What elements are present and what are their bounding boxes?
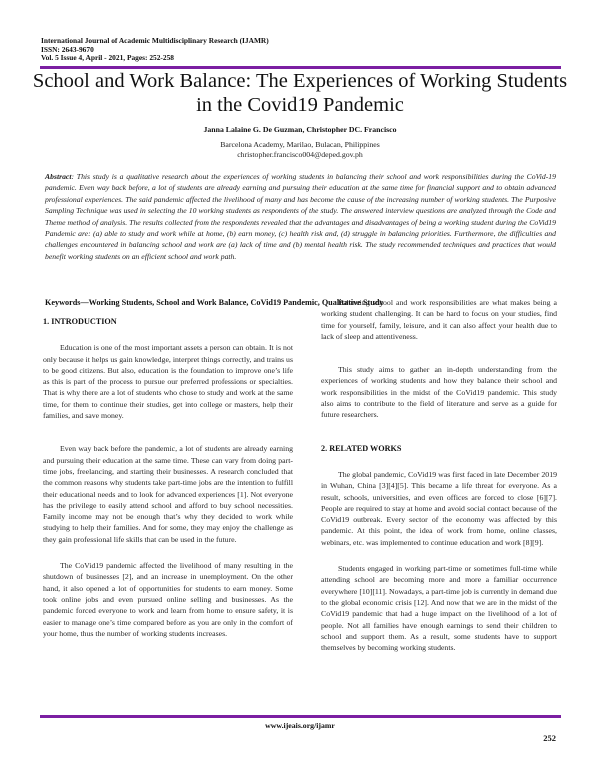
paragraph: The CoVid19 pandemic affected the livelihood of many resulting in the shutdown of businesses [2], and an increase in unemployment. On the other hand, it also opened a lot of opportunities for students to earn money. Some took online jobs and even pursued online selling and businesses. As the pandemic forced everyone to work and learn from home to ensure safety, it is easier to manage one’s time compared before as you are only in the comfort of your home, thus the number of working students increases. <box>43 561 293 638</box>
footer-divider <box>40 715 561 718</box>
journal-header <box>41 37 269 63</box>
section-heading-related-works: 2. RELATED WORKS <box>321 443 402 453</box>
journal-volume: Vol. 5 Issue 4, April - 2021, Pages: 252-258 <box>41 53 174 63</box>
keywords: Keywords—Working Students, School and Work Balance, CoVid19 Pandemic, Qualitative Study <box>45 298 384 307</box>
section-heading-introduction: 1. INTRODUCTION <box>43 317 117 326</box>
footer-url-link[interactable]: www.ijeais.org/ijamr <box>265 721 335 730</box>
abstract-text: : This study is a qualitative research about the experiences of working students in balancing their school and work responsibilities during the CoVid-19 pandemic. Even way back before, a lot of students are already earning and pursuing their education at the same time for financial support and to obtain advanced professional experiences. The said pandemic affected the livelihood of many and has become the cause of the increasing number of working students. The Purposive Sampling Technique was used in selecting the 10 working students as respondents of the study. The answered interview questions are analyzed through the Code and Theme method of analysis. The results collected from the respondents revealed that the advantages and disadvantages of being a working student during the CoVid19 Pandemic are: (a) able to study and work while at home, (b) earn money, (c) health risk and, (d) struggle in balancing priorities. Furthermore, the difficulties and challenges encountered in balancing school and work are (a) lack of time and (b) mental health risk. The study recommended techniques and practices that would benefit working students on an efficient school and work path. <box>45 172 556 261</box>
paragraph: Students engaged in working part-time or sometimes full-time while attending school are becoming more and more a familiar occurrence everywhere [10][11]. Nowadays, a part-time job is currently in demand due to the global economic crisis [12]. And now that we are in the midst of the CoVid19 pandemic that had a huge impact on the livelihood of a lot of people. Not all families have enough earnings to send their children to school and support them. As a result, some students have to support themselves by becoming working students. <box>321 564 557 653</box>
paragraph: Balancing school and work responsibilities are what makes being a working student challenging. It can be hard to focus on your studies, find time for yourself, family, leisure, and it can also affect your health due to lack of sleep and attentiveness. <box>321 298 557 341</box>
journal-issn: ISSN: 2643-9670 <box>41 44 94 54</box>
title-line-2: in the Covid19 Pandemic <box>196 94 404 116</box>
paper-title <box>30 69 570 117</box>
left-column <box>43 316 293 639</box>
affiliation-text: Barcelona Academy, Marilao, Bulacan, Philippines <box>220 140 380 149</box>
right-column <box>321 297 557 653</box>
paper-authors: Janna Lalaine G. De Guzman, Christopher DC. Francisco <box>203 125 397 134</box>
author-email: christopher.francisco004@deped.gov.ph <box>237 150 363 159</box>
paragraph: Education is one of the most important assets a person can obtain. It is not only because it helps us gain knowledge, interpret things correctly, and trains us to be good citizens. But also, education is the foundation to improve one’s life as this is part of the process to pursue our preferred professions or specialties. That is why there are a lot of students who chose to study and work at the same time, for them to continue their studies, get into college or masters, help their families, and save money. <box>43 343 293 421</box>
journal-name: International Journal of Academic Multidisciplinary Research (IJAMR) <box>41 36 269 45</box>
abstract <box>45 171 556 262</box>
abstract-label: Abstract <box>45 172 72 181</box>
author-affiliation <box>0 140 600 160</box>
page-number: 252 <box>543 733 556 743</box>
paragraph: The global pandemic, CoVid19 was first faced in late December 2019 in Wuhan, China [3][4][5]. This became a life threat for everyone. As a result, schools, universities, and even offices are forced to close [6][7]. People are required to stay at home and avoid social contact because of the CoVid19 outbreak. Every sector of the economy was affected by this pandemic. At this point, the idea of work from home, online classes, webinars, etc. was implemented to continue education and work [8][9]. <box>321 469 557 547</box>
paragraph: Even way back before the pandemic, a lot of students are already earning and pursuing their education at the same time. These can vary from doing part-time jobs, freelancing, and starting their businesses. A research concluded that the common reasons why students take part-time jobs are the intention to fulfill their educational needs and to look for advanced experiences [1]. Not everyone has the privilege to easily attend school and afford to buy school necessities. Family income may not be enough that’s why they decided to work while studying to help their families. And for some, they may enjoy the challenge as they gain professional life skills that can be used in the future. <box>43 444 293 544</box>
paragraph: This study aims to gather an in-depth understanding from the experiences of working students and how they balance their school and work responsibilities in the midst of the CoVid19 pandemic. This study also aims to contribute to the field of literature and serve as a guide for future researchers. <box>321 365 557 420</box>
title-line-1: School and Work Balance: The Experiences of Working Students <box>32 70 568 92</box>
